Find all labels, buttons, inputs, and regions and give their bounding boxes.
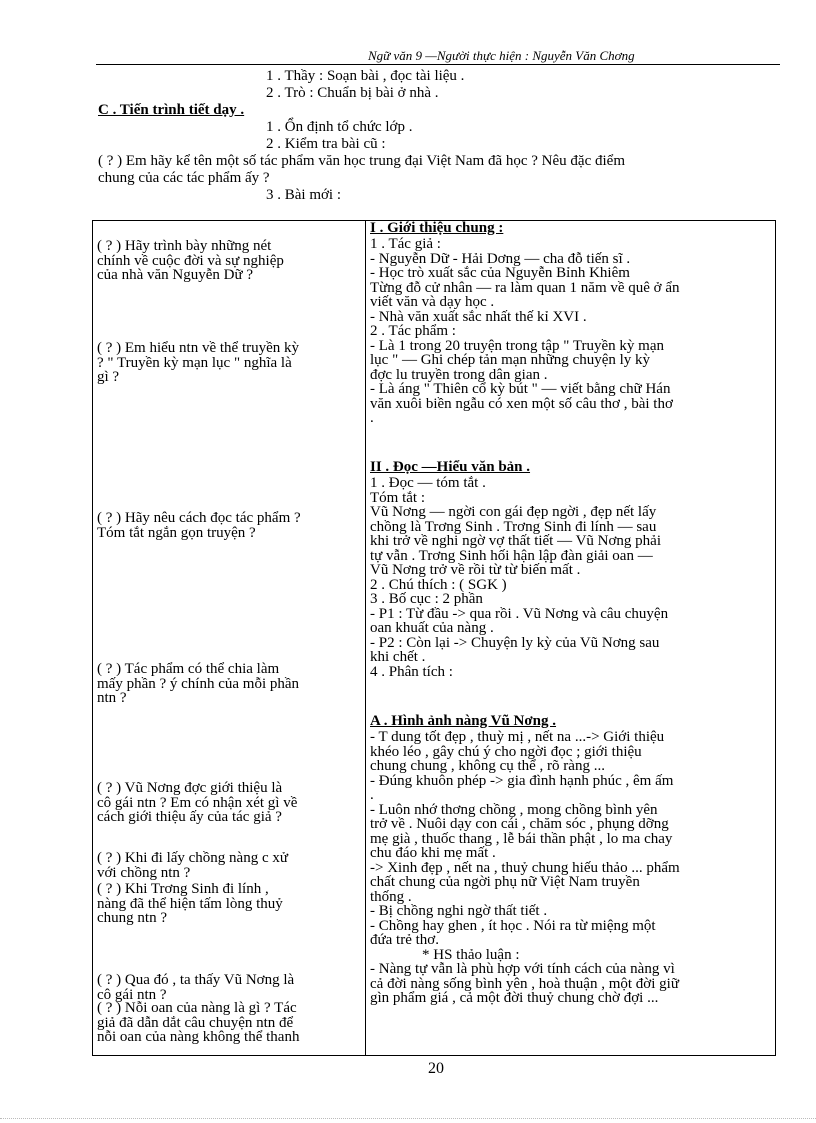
question-reading: ( ? ) Hãy nêu cách đọc tác phẩm ? Tóm tắt ngắn gọn truyện ?	[97, 510, 301, 541]
prep-teacher: 1 . Thầy : Soạn bài , đọc tài liệu .	[266, 68, 465, 84]
question-structure: ( ? ) Tác phẩm có thể chia làm mấy phần ? ý chính của mỗi phần ntn ?	[97, 661, 300, 706]
question-genre: ( ? ) Em hiểu ntn về thể truyền kỳ ? " Truyền kỳ mạn lục " nghĩa là gì ?	[97, 340, 300, 385]
question-marriage: ( ? ) Khi đi lấy chồng nàng c xử với chồng ntn ?	[97, 850, 288, 881]
question-introduction: ( ? ) Vũ Nơng đợc giới thiệu là cô gái ntn ? Em có nhận xét gì về cách giới thiệu ấy của tác giả ?	[97, 780, 298, 825]
heading-introduction: I . Giới thiệu chung :	[370, 220, 504, 236]
heading-reading: II . Đọc —Hiểu văn bản .	[370, 459, 531, 475]
content-column	[366, 221, 776, 1056]
analysis-block: - T dung tốt đẹp , thuỳ mị , nết na ...-> Giới thiệu khéo léo , gây chú ý cho ngời đọc ; giới thiệu chung chung , không cụ thể , rõ ràng ... - Đúng khuôn phép -> gia đình hạnh phúc , êm ấm . - Luôn nhớ thơng chồng , mong chồng bình yên trở về . Nuôi dạy con cái , chăm sóc , phụng dỡng mẹ già , thuốc thang , lễ bái thần phật , lo ma chay chu đáo khi mẹ mất . -> Xinh đẹp , nết na , thuỷ chung hiếu thảo ... phẩm chất chung của ngời phụ nữ Việt Nam truyền thống . - Bị chồng nghi ngờ thất tiết . - Chồng hay ghen , ít học . Nói ra từ miệng một đứa trẻ thơ. * HS thảo luận : - Nàng tự vẫn là phù hợp với tính cách của nàng vì cả đời nàng sống bình yên , hoà thuận , một đời giữ gìn phẩm giá , cả một đời thuỷ chung chờ đợi ...	[370, 729, 680, 1006]
section-c-item-1: 1 . Ổn định tổ chức lớp .	[266, 119, 413, 135]
header-rule	[96, 64, 780, 65]
heading-vu-nuong: A . Hình ảnh nàng Vũ Nơng .	[370, 713, 557, 729]
question-injustice: ( ? ) Nỗi oan của nàng là gì ? Tác giả đã dẫn dắt câu chuyện ntn để nỗi oan của nàng không thể thanh	[97, 1000, 300, 1045]
review-question-line-1: ( ? ) Em hãy kể tên một số tác phẩm văn học trung đại Việt Nam đã học ? Nêu đặc điểm	[98, 153, 625, 169]
review-question-line-2: chung của các tác phẩm ấy ?	[98, 170, 270, 186]
section-c-title: C . Tiến trình tiết dạy .	[98, 102, 245, 118]
introduction-block: 1 . Tác giả : - Nguyễn Dữ - Hải Dơng — cha đỗ tiến sĩ . - Học trò xuất sắc của Nguyễn Bỉnh Khiêm Từng đỗ cử nhân — ra làm quan 1 năm về quê ở ẩn viết văn và dạy học . - Nhà văn xuất sắc nhất thế kỉ XVI . 2 . Tác phẩm : - Là 1 trong 20 truyện trong tập " Truyền kỳ mạn lục " — Ghi chép tản mạn những chuyện ly kỳ đợc lu truyền trong dân gian . - Là áng " Thiên cổ kỳ bút " — viết bằng chữ Hán văn xuôi biền ngẫu có xen một số câu thơ , bài thơ .	[370, 236, 680, 426]
page-header: Ngữ văn 9 —Người thực hiện : Nguyễn Văn Chơng	[368, 48, 635, 63]
page-bottom-border	[0, 1118, 816, 1119]
question-loyalty: ( ? ) Khi Trơng Sinh đi lính , nàng đã thể hiện tấm lòng thuỷ chung ntn ?	[97, 881, 283, 926]
reading-block: 1 . Đọc — tóm tắt . Tóm tắt : Vũ Nơng — ngời con gái đẹp ngời , đẹp nết lấy chồng là Trơng Sinh . Trơng Sinh đi lính — sau khi trở về nghi ngờ vợ thất tiết — Vũ Nơng phải tự vẫn . Trơng Sinh hối hận lập đàn giải oan — Vũ Nơng trở về rồi từ từ biến mất . 2 . Chú thích : ( SGK ) 3 . Bố cục : 2 phần - P1 : Từ đầu -> qua rồi . Vũ Nơng và câu chuyện oan khuất của nàng . - P2 : Còn lại -> Chuyện ly kỳ của Vũ Nơng sau khi chết . 4 . Phân tích :	[370, 475, 669, 680]
page-number: 20	[428, 1060, 444, 1077]
prep-student: 2 . Trò : Chuẩn bị bài ở nhà .	[266, 85, 439, 101]
lesson-table	[92, 220, 776, 1056]
section-c-item-2: 2 . Kiểm tra bài cũ :	[266, 136, 386, 152]
question-character: ( ? ) Qua đó , ta thấy Vũ Nơng là cô gái ntn ?	[97, 972, 295, 1003]
questions-column	[93, 221, 366, 1056]
question-author: ( ? ) Hãy trình bày những nét chính về cuộc đời và sự nghiệp của nhà văn Nguyễn Dữ ?	[97, 238, 284, 283]
new-lesson: 3 . Bài mới :	[266, 187, 342, 203]
